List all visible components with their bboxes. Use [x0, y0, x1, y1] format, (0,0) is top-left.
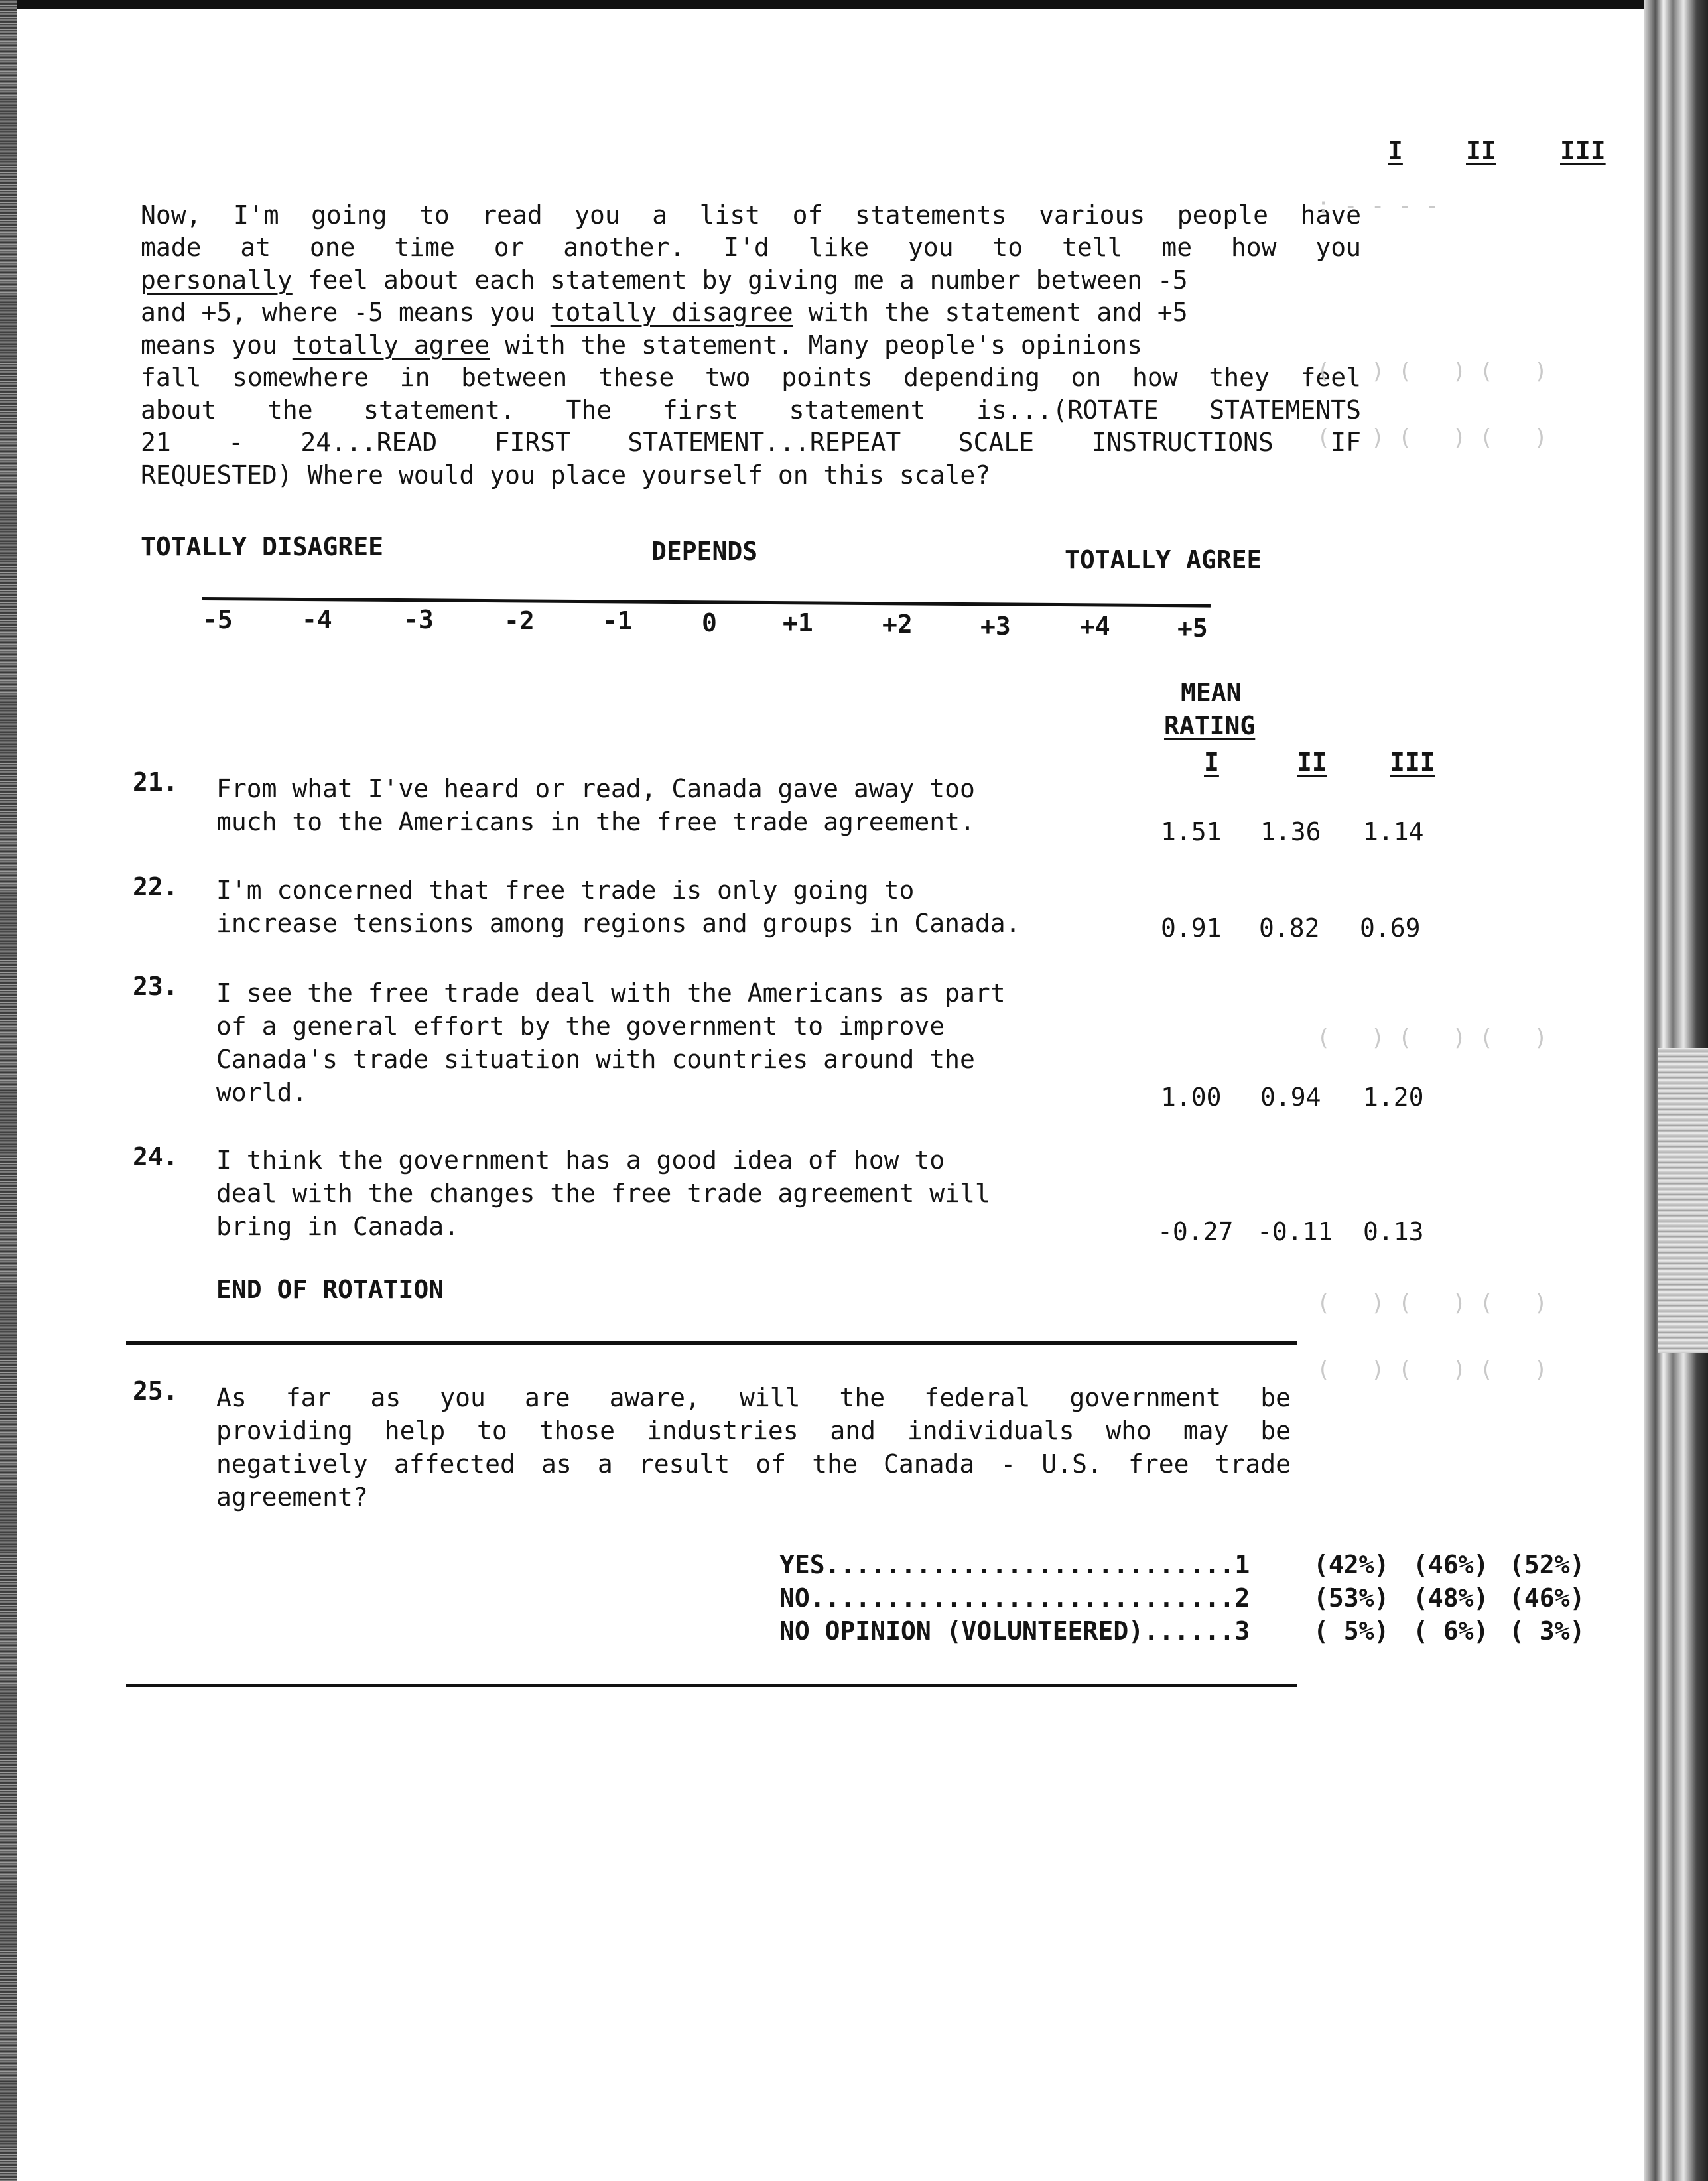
statement-number: 21.: [133, 767, 178, 797]
intro-line-4-b: with the statement and +5: [793, 298, 1188, 327]
statement-text-line: of a general effort by the government to improve: [216, 1012, 945, 1041]
statement-text-line: Canada's trade situation with countries around the: [216, 1045, 975, 1074]
scan-edge-top: [0, 0, 1708, 9]
intro-line-3-rest: feel about each statement by giving me a number between -5: [292, 265, 1188, 295]
scale-tick: +1: [783, 608, 813, 637]
statement-number: 23.: [133, 972, 178, 1001]
intro-line-4-a: and +5, where -5 means you: [141, 298, 551, 327]
intro-line-5-a: means you: [141, 330, 293, 360]
answer-label: NO OPINION (VOLUNTEERED)......3: [779, 1617, 1250, 1646]
answer-value: (46%): [1509, 1583, 1585, 1613]
rating-value: 1.36: [1260, 817, 1321, 846]
scan-edge-left: [0, 0, 17, 2181]
question-text-line: providing help to those industries and individuals who may be: [216, 1416, 1291, 1445]
intro-line-8: 21 - 24...READ FIRST STATEMENT...REPEAT SCALE INSTRUCTIONS IF: [141, 428, 1361, 457]
scale-tick: -1: [602, 606, 633, 635]
emphasis-totally-agree: totally agree: [292, 330, 490, 360]
column-header-2: II: [1466, 136, 1496, 165]
emphasis-totally-disagree: totally disagree: [550, 298, 793, 327]
statement-number: 22.: [133, 872, 178, 901]
answer-label: NO............................2: [779, 1583, 1250, 1613]
rating-value: 0.69: [1360, 913, 1421, 943]
rating-value: 1.20: [1363, 1083, 1424, 1112]
question-number: 25.: [133, 1376, 178, 1406]
end-of-rotation: END OF ROTATION: [216, 1275, 444, 1304]
bleed-through-mark: ( ) ( ) ( ): [1317, 1290, 1547, 1317]
emphasis-personally: personally: [141, 265, 293, 295]
mean-rating-line-1: MEAN: [1181, 678, 1242, 707]
scale-tick: -3: [403, 605, 434, 634]
rating-value: 1.51: [1161, 817, 1222, 846]
statement-text-line: I see the free trade deal with the Americans as part: [216, 978, 1006, 1008]
statement-text-line: world.: [216, 1078, 308, 1107]
rating-value: -0.27: [1157, 1217, 1234, 1246]
mean-rating-col-2: II: [1297, 748, 1327, 777]
answer-value: ( 5%): [1313, 1617, 1390, 1646]
mean-rating-col-1: I: [1204, 748, 1219, 777]
answer-value: ( 6%): [1413, 1617, 1489, 1646]
rating-value: 0.82: [1259, 913, 1320, 943]
intro-line-3: [141, 267, 1188, 293]
bleed-through-mark: : - - - -: [1317, 192, 1439, 219]
answer-value: (46%): [1413, 1550, 1489, 1579]
statement-text-line: I think the government has a good idea of how to: [216, 1146, 945, 1175]
question-text-line: agreement?: [216, 1483, 368, 1512]
statement-text-line: increase tensions among regions and groups in Canada.: [216, 909, 1021, 938]
answer-label: YES...........................1: [779, 1550, 1250, 1579]
scale-line: [202, 597, 1211, 608]
bleed-through-mark: ( ) ( ) ( ): [1317, 1025, 1547, 1051]
intro-line-5-b: with the statement. Many people's opinions: [490, 330, 1142, 360]
mean-rating-col-3: III: [1390, 748, 1435, 777]
rating-value: 0.94: [1260, 1083, 1321, 1112]
rating-value: 0.91: [1161, 913, 1222, 943]
rating-value: -0.11: [1257, 1217, 1333, 1246]
bleed-through-mark: ( ) ( ) ( ): [1317, 1356, 1547, 1383]
intro-line-4: [141, 300, 1188, 325]
column-header-1: I: [1388, 136, 1403, 165]
rating-value: 0.13: [1363, 1217, 1424, 1246]
scale-tick: -4: [302, 605, 332, 634]
rating-value: 1.00: [1161, 1083, 1222, 1112]
scale-label-disagree: TOTALLY DISAGREE: [141, 532, 384, 561]
intro-line-5: [141, 332, 1142, 358]
statement-text-line: deal with the changes the free trade agreement will: [216, 1179, 990, 1208]
answer-value: (52%): [1509, 1550, 1585, 1579]
scale-tick: -2: [504, 606, 535, 635]
statement-text-line: bring in Canada.: [216, 1212, 460, 1241]
answer-value: (48%): [1413, 1583, 1489, 1613]
answer-value: ( 3%): [1509, 1617, 1585, 1646]
intro-line-2: made at one time or another. I'd like you to tell me how you: [141, 233, 1361, 262]
statement-text-line: much to the Americans in the free trade agreement.: [216, 807, 975, 836]
scale-tick: 0: [702, 608, 717, 637]
intro-line-9: REQUESTED) Where would you place yourself on this scale?: [141, 460, 991, 490]
column-header-3: III: [1560, 136, 1606, 165]
scale-label-agree: TOTALLY AGREE: [1065, 545, 1262, 574]
scale-tick: +5: [1177, 614, 1208, 643]
scale-tick: -5: [202, 605, 233, 634]
statement-text-line: I'm concerned that free trade is only going to: [216, 876, 915, 905]
section-divider-bottom: [126, 1684, 1297, 1687]
intro-line-6: fall somewhere in between these two points depending on how they feel: [141, 363, 1361, 392]
answer-value: (53%): [1313, 1583, 1390, 1613]
bleed-through-mark: ( ) ( ) ( ): [1317, 358, 1547, 385]
scan-edge-right-patch: [1658, 1048, 1708, 1353]
scale-label-depends: DEPENDS: [651, 537, 758, 566]
statement-text-line: From what I've heard or read, Canada gave away too: [216, 774, 975, 803]
intro-line-1: Now, I'm going to read you a list of statements various people have: [141, 200, 1361, 230]
mean-rating-line-2: RATING: [1164, 711, 1256, 740]
intro-line-7: about the statement. The first statement is...(ROTATE STATEMENTS: [141, 395, 1361, 425]
answer-value: (42%): [1313, 1550, 1390, 1579]
scale-tick: +4: [1080, 612, 1110, 641]
question-text-line: negatively affected as a result of the Canada - U.S. free trade: [216, 1449, 1291, 1479]
section-divider-top: [126, 1341, 1297, 1345]
statement-number: 24.: [133, 1142, 178, 1171]
scale-tick: +3: [980, 612, 1011, 641]
question-text-line: As far as you are aware, will the federal government be: [216, 1383, 1291, 1412]
scale-tick: +2: [882, 610, 913, 639]
rating-value: 1.14: [1363, 817, 1424, 846]
bleed-through-mark: ( ) ( ) ( ): [1317, 425, 1547, 451]
